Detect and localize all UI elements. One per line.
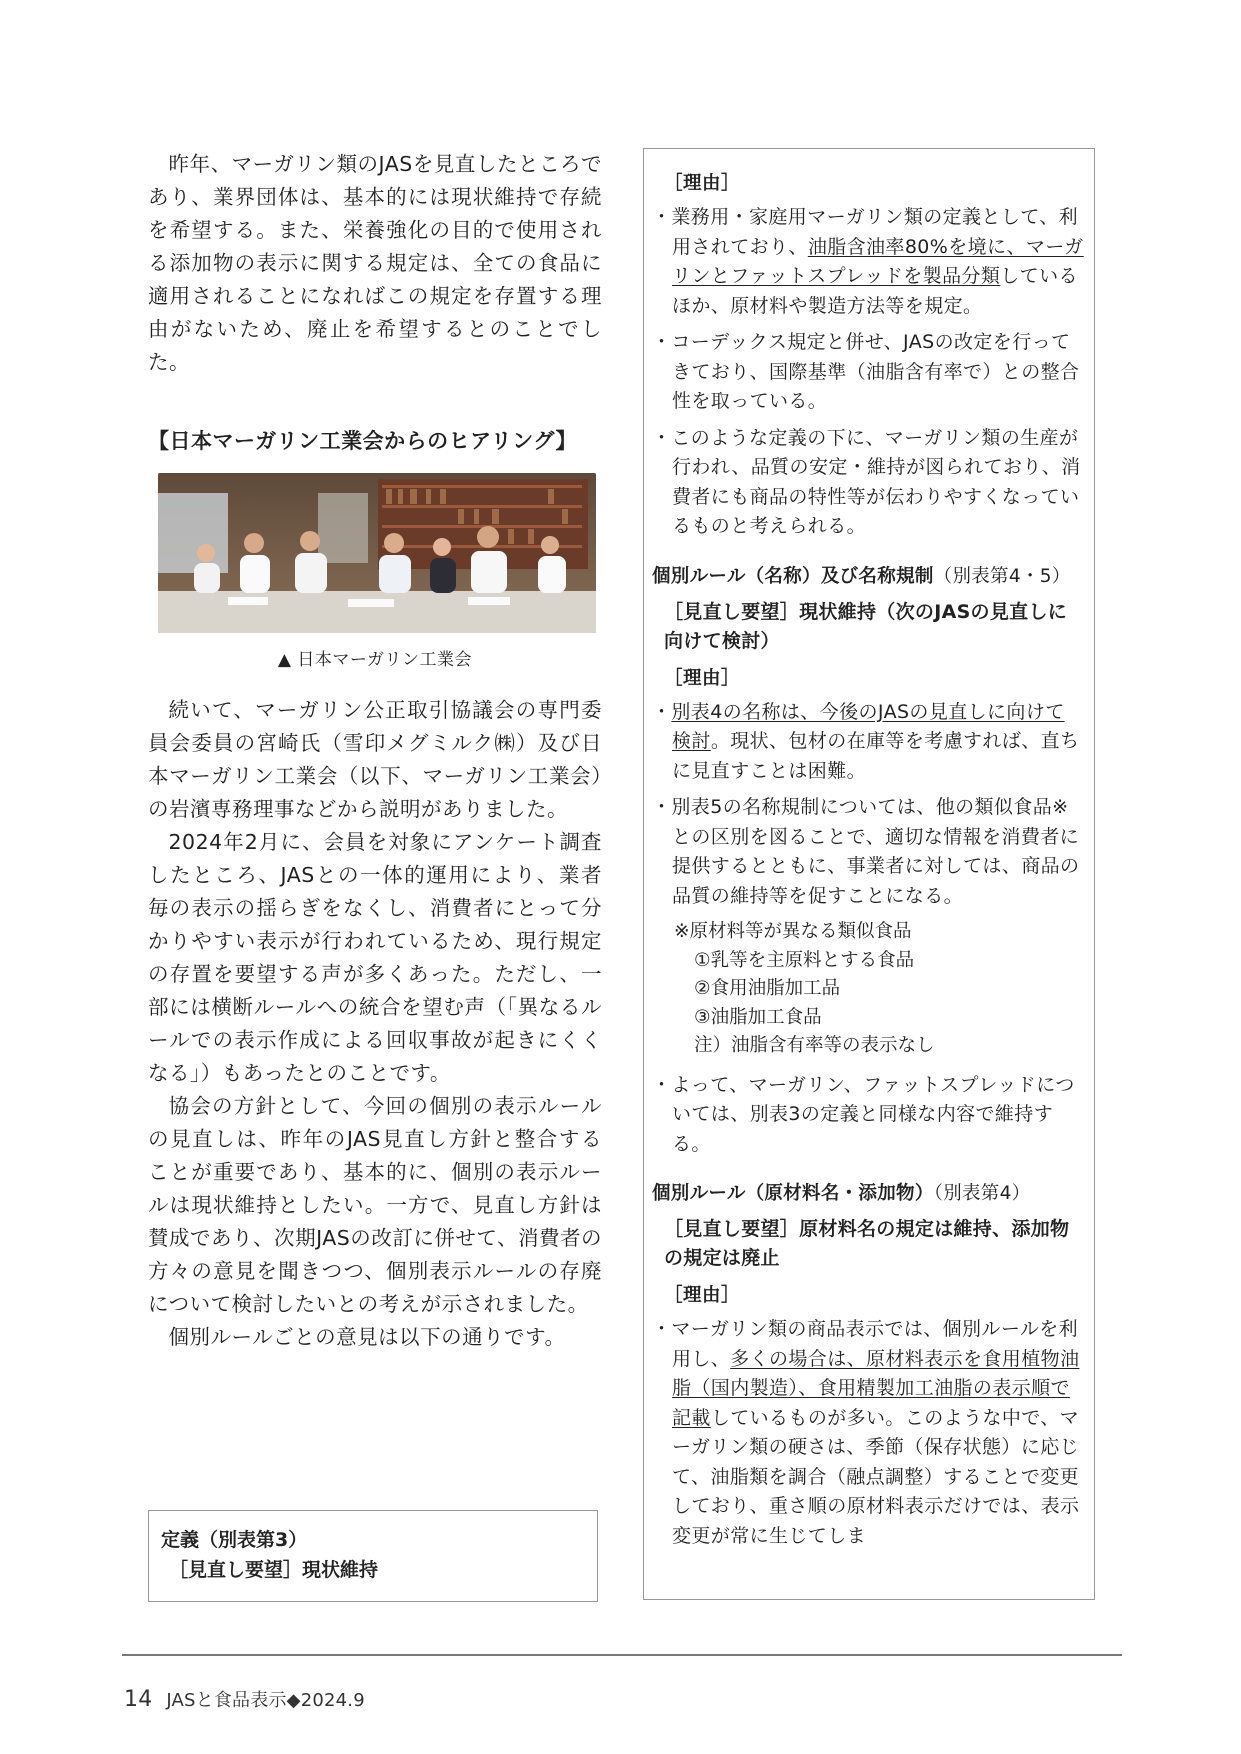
bullet-text: ・ — [652, 700, 672, 723]
underlined-text: 別表4の名称は、今後のJASの見直しに向けて検討 — [671, 700, 1065, 752]
footnote-heading: ※原材料等が異なる類似食品 — [674, 921, 912, 942]
page-number: 14 — [124, 1687, 153, 1712]
right-column — [652, 163, 1084, 1558]
body-paragraph: 2024年2月に、会員を対象にアンケート調査したところ、JASとの一体的運用により、業者毎の表示の揺らぎをなくし、消費者にとって分かりやすい表示が行われているため、現行規定の存置を要望する声が多くあった。ただし、一部には横断ルールへの統合を望む声（「異なるルールでの表示作成による回収事故が起きにくくなる」）もあったとのことです。 — [148, 830, 602, 1085]
heading-sub: （別表第4） — [933, 1183, 1031, 1204]
footnote-item: ①乳等を主原料とする食品 — [694, 949, 915, 971]
reason-bullet — [652, 1315, 1084, 1551]
section-heading-ingredients — [652, 1179, 1084, 1205]
definition-box-title: 定義（別表第3） — [161, 1529, 308, 1551]
definition-box — [148, 1510, 598, 1602]
photo-caption: ▲ 日本マーガリン工業会 — [277, 650, 473, 670]
publication-name: JASと食品表示◆2024.9 — [166, 1690, 365, 1711]
footnote-block — [674, 918, 1084, 1061]
footnote-item: ②食用油脂加工品 — [694, 978, 841, 999]
review-request: ［見直し要望］現状維持（次のJASの見直しに向けて検討） — [664, 600, 1068, 652]
reason-bullet: ・別表5の名称規制については、他の類似食品※との区別を図ることで、適切な情報を消費者に提供するとともに、事業者に対しては、商品の品質の維持等を促すことになる。 — [652, 796, 1080, 907]
bullet-text: ・業務用・家庭用マーガリン類の定義として、利用されており、 — [652, 206, 1079, 258]
footer-rule — [122, 1654, 1122, 1656]
reason-label: ［理由］ — [664, 173, 741, 194]
reason-label: ［理由］ — [664, 1285, 741, 1306]
bullet-text: しているものが多い。このような中で、マーガリン類の硬さは、季節（保存状態）に応じて、油脂類を調合（融点調整）することで変更しており、重さ順の原材料表示だけでは、表示変更が常に生じてしま — [672, 1406, 1080, 1547]
reason-label: ［理由］ — [664, 667, 741, 689]
bullet-text: 。現状、包材の在庫等を考慮すれば、直ちに見直すことは困難。 — [672, 730, 1080, 782]
reason-bullet: ・コーデックス規定と併せ、JASの改定を行ってきており、国際基準（油脂含有率で）との整合性を取っている。 — [652, 331, 1080, 412]
underlined-text: 多くの場合は、原材料表示を食用植物油脂（国内製造）、食用精製加工油脂の表示順で記載 — [672, 1347, 1080, 1429]
body-paragraph: 協会の方針として、今回の個別の表示ルールの見直しは、昨年のJAS見直し方針と整合することが重要であり、基本的に、個別の表示ルールは現状維持としたい。一方で、見直し方針は賛成であり、次期JASの改訂に併せて、消費者の方々の意見を聞きつつ、個別表示ルールの存廃について検討したいとの考えが示されました。 — [148, 1094, 602, 1316]
page-footer — [124, 1686, 365, 1712]
footnote-item: ③油脂加工食品 — [694, 1006, 822, 1028]
meeting-photo-illustration — [158, 473, 596, 633]
meeting-photo — [158, 473, 596, 633]
review-request: ［見直し要望］原材料名の規定は維持、添加物の規定は廃止 — [664, 1218, 1070, 1269]
definition-box-request: ［見直し要望］現状維持 — [169, 1559, 379, 1581]
reason-bullet: ・よって、マーガリン、ファットスプレッドについては、別表3の定義と同様な内容で維持する。 — [652, 1073, 1075, 1155]
bullet-text: しているほか、原材料や製造方法等を規定。 — [672, 265, 1078, 317]
reason-bullet — [652, 698, 1084, 787]
left-column — [148, 148, 602, 1354]
reason-bullet: ・このような定義の下に、マーガリン類の生産が行われ、品質の安定・維持が図られており、消費者にも商品の特性等が伝わりやすくなっているものと考えられる。 — [652, 426, 1081, 537]
heading-text: 個別ルール（名称）及び名称規制 — [652, 565, 934, 587]
section-heading: 【日本マーガリン工業会からのヒアリング】 — [148, 429, 577, 453]
intro-paragraph: 昨年、マーガリン類のJASを見直したところであり、業界団体は、基本的には現状維持で存続を希望する。また、栄養強化の目的で使用される添加物の表示に関する規定は、全ての食品に適用されることになればこの規定を存置する理由がないため、廃止を希望するとのことでした。 — [148, 152, 602, 374]
reason-bullet — [652, 203, 1084, 321]
underlined-text: 油脂含油率80%を境に、マーガリンとファットスプレッドを製品分類 — [672, 235, 1084, 287]
body-paragraph: 続いて、マーガリン公正取引協議会の専門委員会委員の宮崎氏（雪印メグミルク㈱）及び日本マーガリン工業会（以下、マーガリン工業会）の岩濱専務理事などから説明がありました。 — [148, 698, 602, 821]
body-paragraph: 個別ルールごとの意見は以下の通りです。 — [168, 1325, 566, 1349]
heading-sub: （別表第4・5） — [933, 565, 1071, 587]
footnote-item: 注）油脂含有率等の表示なし — [694, 1035, 935, 1056]
bullet-text: ・マーガリン類の商品表示では、個別ルールを利用し、 — [652, 1318, 1079, 1370]
section-heading-name-rule — [652, 562, 1084, 588]
heading-text: 個別ルール（原材料名・添加物） — [652, 1183, 934, 1204]
